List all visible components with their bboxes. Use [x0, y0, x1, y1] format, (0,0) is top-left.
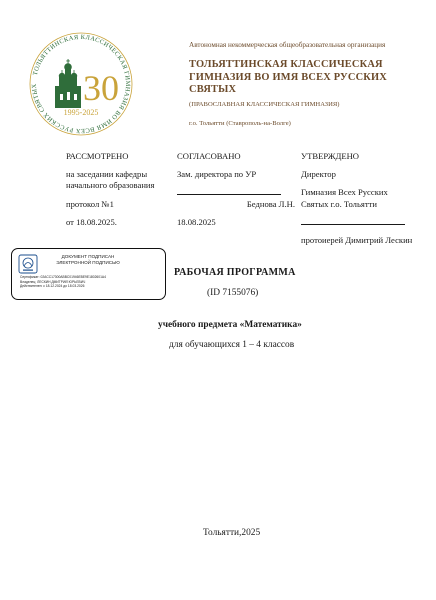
- footer-city-year: Тольятти,2025: [203, 528, 261, 538]
- reviewed-line2: начального образования: [66, 180, 155, 191]
- approved-org-line2: Святых г.о. Тольятти: [301, 198, 377, 209]
- signature-title-line2: ЭЛЕКТРОННОЙ ПОДПИСЬЮ: [56, 260, 120, 265]
- organization-name: [189, 59, 429, 97]
- church-icon: [55, 59, 81, 108]
- reviewed-protocol: протокол №1: [66, 198, 114, 209]
- agreed-heading: СОГЛАСОВАНО: [177, 151, 241, 161]
- logo-anniversary: 30: [83, 68, 119, 108]
- agreed-signature-line: [177, 187, 281, 195]
- organization-subtitle: (ПРАВОСЛАВНАЯ КЛАССИЧЕСКАЯ ГИМНАЗИЯ): [189, 100, 340, 108]
- approved-heading: УТВЕРЖДЕНО: [301, 151, 360, 161]
- approved-name: протоиерей Димитрий Лескин: [301, 235, 413, 246]
- electronic-signature-stamp: [11, 248, 166, 300]
- organization-name-line2: ГИМНАЗИЯ ВО ИМЯ ВСЕХ РУССКИХ СВЯТЫХ: [189, 71, 388, 95]
- gymnasium-logo: [25, 28, 137, 140]
- organization-header: [189, 41, 429, 127]
- reviewed-block: [66, 151, 166, 228]
- logo-ring-text: ТОЛЬЯТТИНСКАЯ КЛАССИЧЕСКАЯ ГИМНАЗИЯ ВО ИМЯ ВСЕХ РУССКИХ СВЯТЫХ: [30, 33, 132, 135]
- signature-owner: Владелец: ЛЕСКИН ДМИТРИЙ ЮРЬЕВИЧ: [20, 279, 86, 284]
- organization-type: Автономная некоммерческая общеобразовательная организация: [189, 41, 386, 49]
- agreed-name: Беднова Л.Н.: [246, 198, 295, 209]
- signature-certificate: Сертификат: 02ACC17300ABBC01946EBE9E1802601A4: [20, 275, 106, 279]
- logo-years: 1995-2025: [63, 108, 99, 117]
- reviewed-heading: РАССМОТРЕНО: [66, 151, 129, 161]
- agreed-position: Зам. директора по УР: [177, 169, 257, 180]
- signature-validity: Действителен: с 18.12.2024 до 18.03.2026: [20, 284, 85, 289]
- subject-line: учебного предмета «Математика»: [158, 320, 302, 330]
- agreed-date: 18.08.2025: [177, 216, 216, 227]
- approved-position: Директор: [301, 169, 336, 180]
- approved-org-line1: Гимназия Всех Русских: [301, 187, 388, 198]
- reviewed-line1: на заседании кафедры: [66, 169, 148, 180]
- signature-title-line1: ДОКУМЕНТ ПОДПИСАН: [61, 254, 115, 259]
- signature-seal-icon: [18, 254, 38, 274]
- signature-title: [38, 254, 138, 266]
- document-id: (ID 7155076): [207, 288, 259, 298]
- approved-block: [301, 151, 421, 246]
- organization-city: г.о. Тольятти (Ставрополь-на-Волге): [189, 119, 291, 127]
- audience-line: для обучающихся 1 – 4 классов: [169, 340, 295, 350]
- organization-name-line1: ТОЛЬЯТТИНСКАЯ КЛАССИЧЕСКАЯ: [189, 59, 383, 70]
- approved-signature-line: [301, 217, 405, 225]
- agreed-block: [177, 151, 295, 228]
- document-title: РАБОЧАЯ ПРОГРАММА: [174, 267, 296, 278]
- signature-details: [20, 275, 166, 289]
- reviewed-date: от 18.08.2025.: [66, 216, 117, 227]
